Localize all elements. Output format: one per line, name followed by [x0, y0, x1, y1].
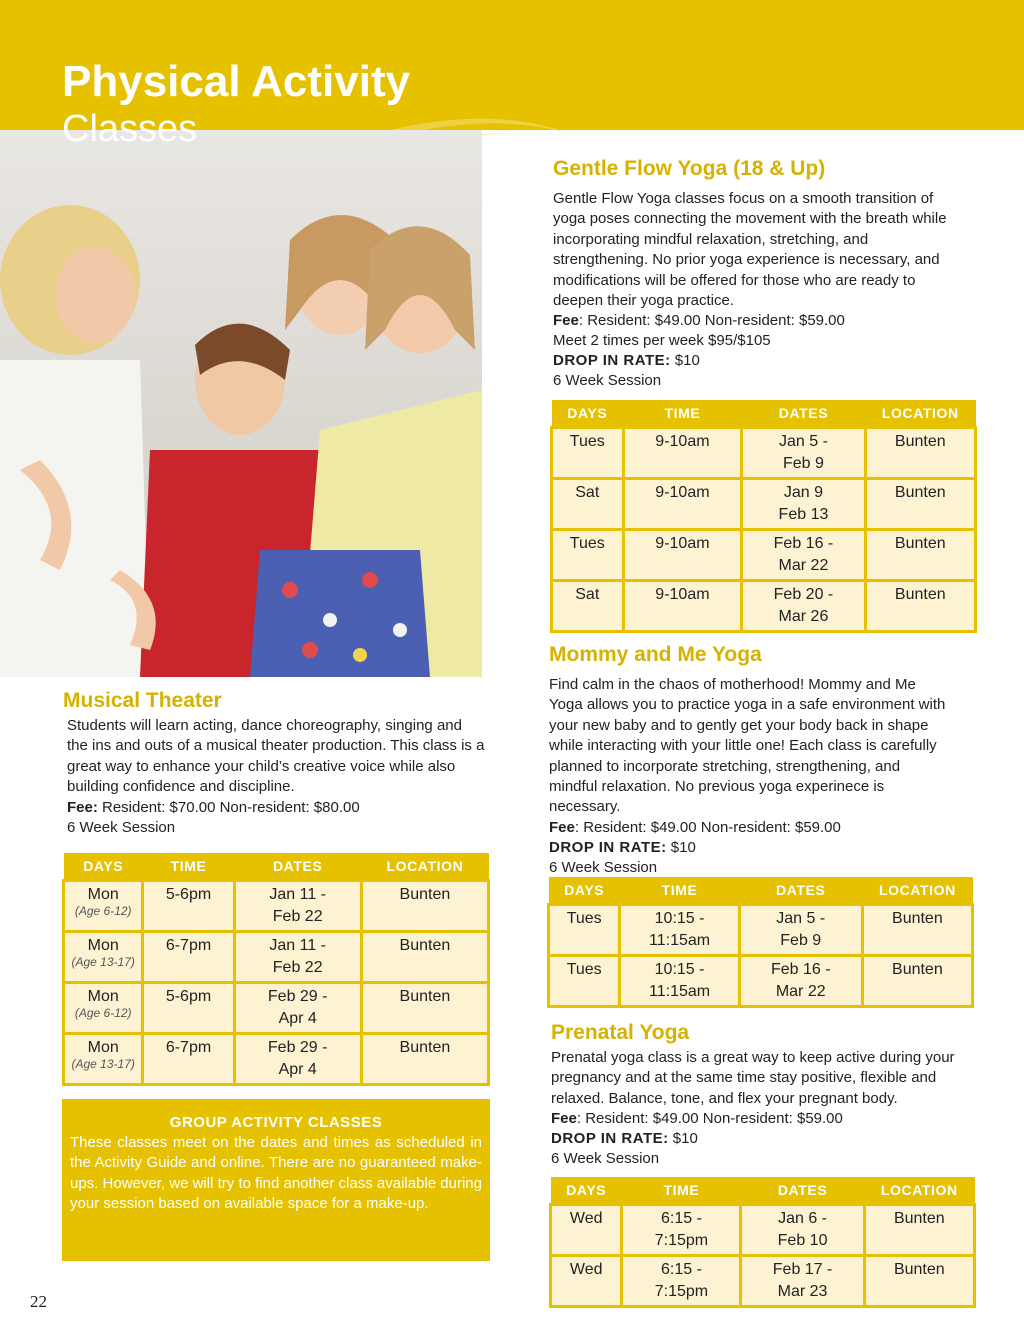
time-text: 10:15 - 11:15am	[649, 910, 711, 949]
cell-dates	[234, 932, 361, 983]
header-time: TIME	[623, 400, 742, 428]
age-range: (Age 13-17)	[71, 1057, 135, 1071]
table-row	[552, 428, 976, 479]
table-row	[549, 905, 973, 956]
cell-time	[620, 905, 739, 956]
cell-day: Tues	[549, 905, 620, 956]
cell-location: Bunten	[862, 956, 972, 1007]
cell-time: 6-7pm	[143, 1034, 234, 1085]
section-description: Gentle Flow Yoga classes focus on a smooth transition of yoga poses connecting the movement with the breath while incorporating mindful relaxation, stretching, and strengthening. No prior yoga experience is necessary, and modifications will be offered for those who are ready to deepen their yoga practice.	[553, 190, 947, 310]
table-row	[551, 1205, 975, 1256]
cell-location: Bunten	[865, 428, 975, 479]
section-title: Gentle Flow Yoga (18 & Up)	[553, 157, 826, 180]
cell-location: Bunten	[864, 1205, 974, 1256]
cell-time	[622, 1256, 741, 1307]
dates-text: Feb 20 - Mar 26	[773, 586, 834, 625]
group-activity-title: GROUP ACTIVITY CLASSES	[169, 1114, 383, 1131]
drop-value: $10	[670, 352, 700, 370]
cell-time: 9-10am	[623, 479, 742, 530]
cell-day: Sat	[552, 479, 624, 530]
cell-day	[64, 1034, 143, 1085]
prenatal-section	[551, 1021, 971, 1169]
session-line: 6 Week Session	[551, 1150, 660, 1168]
session-line: 6 Week Session	[67, 818, 176, 836]
dates-text: Jan 6 - Feb 10	[777, 1210, 828, 1249]
cell-time: 6-7pm	[143, 932, 234, 983]
drop-value: $10	[666, 838, 696, 856]
cell-dates	[741, 1256, 864, 1307]
cell-location: Bunten	[864, 1256, 974, 1307]
fee-value: : Resident: $49.00 Non-resident: $59.00	[574, 818, 841, 836]
cell-day: Tues	[552, 530, 624, 581]
gentle-flow-section	[553, 157, 973, 391]
dates-text: Jan 11 - Feb 22	[269, 937, 326, 976]
title-line-2: Classes	[62, 108, 198, 150]
fee-value: Resident: $70.00 Non-resident: $80.00	[97, 798, 360, 816]
cell-day	[64, 932, 143, 983]
dates-text: Jan 5 - Feb 9	[776, 910, 826, 949]
cell-location: Bunten	[361, 1034, 488, 1085]
table-row	[64, 881, 489, 932]
fee-label: Fee	[549, 818, 575, 836]
age-range: (Age 6-12)	[74, 904, 132, 918]
table-row	[552, 479, 976, 530]
cell-dates	[234, 983, 361, 1034]
cell-day: Tues	[549, 956, 620, 1007]
cell-day	[64, 881, 143, 932]
fee-value: : Resident: $49.00 Non-resident: $59.00	[578, 312, 845, 330]
meet-line: Meet 2 times per week $95/$105	[553, 332, 771, 350]
cell-day: Wed	[551, 1205, 622, 1256]
schedule-table	[62, 853, 490, 1086]
header-time: TIME	[143, 853, 234, 881]
cell-dates	[742, 581, 865, 632]
cell-day	[64, 983, 143, 1034]
drop-label: DROP IN RATE:	[551, 1130, 669, 1148]
table-row	[64, 932, 489, 983]
age-range: (Age 13-17)	[71, 955, 135, 969]
dates-text: Feb 29 - Apr 4	[267, 1039, 328, 1078]
children-dance-photo	[0, 130, 482, 677]
table-header-row	[64, 853, 489, 881]
header-location: LOCATION	[862, 877, 972, 905]
table-row	[552, 581, 976, 632]
mommy-me-section	[549, 643, 969, 878]
day-text: Mon	[87, 1039, 119, 1056]
cell-time: 9-10am	[623, 530, 742, 581]
table-row	[64, 1034, 489, 1085]
cell-dates	[234, 881, 361, 932]
prenatal-table-wrap	[549, 1177, 976, 1308]
header-days: DAYS	[549, 877, 620, 905]
dates-text: Feb 29 - Apr 4	[267, 988, 328, 1027]
cell-day: Sat	[552, 581, 624, 632]
time-text: 6:15 - 7:15pm	[654, 1210, 709, 1249]
dates-text: Jan 9 Feb 13	[778, 484, 829, 523]
cell-location: Bunten	[865, 581, 975, 632]
time-text: 10:15 - 11:15am	[649, 961, 711, 1000]
cell-location: Bunten	[361, 932, 488, 983]
fee-line	[549, 818, 969, 838]
day-text: Mon	[87, 937, 119, 954]
header-days: DAYS	[551, 1177, 622, 1205]
cell-location: Bunten	[865, 479, 975, 530]
dates-text: Jan 5 - Feb 9	[778, 433, 828, 472]
drop-label: DROP IN RATE:	[553, 352, 671, 370]
cell-location: Bunten	[862, 905, 972, 956]
section-title: Prenatal Yoga	[551, 1021, 690, 1044]
day-text: Mon	[87, 988, 119, 1005]
age-range: (Age 6-12)	[74, 1006, 132, 1020]
cell-location: Bunten	[361, 881, 488, 932]
header-days: DAYS	[64, 853, 143, 881]
drop-value: $10	[668, 1130, 698, 1148]
page-title	[62, 57, 411, 150]
cell-time: 9-10am	[623, 581, 742, 632]
dates-text: Feb 16 - Mar 22	[770, 961, 831, 1000]
cell-day: Tues	[552, 428, 624, 479]
drop-in-line	[551, 1129, 971, 1149]
table-header-row	[549, 877, 973, 905]
header-location: LOCATION	[864, 1177, 974, 1205]
cell-dates	[742, 428, 865, 479]
gentle-flow-table-wrap	[550, 400, 977, 633]
section-description: Find calm in the chaos of motherhood! Mommy and Me Yoga allows you to practice yoga in a safe environment with your new baby and to gently get your body back in shape while interacting with your little one! Each class is carefully planned to incorporate stretching, strengthening, and mindful relaxation. No previous yoga experinece is necessary.	[549, 676, 946, 816]
schedule-table	[549, 1177, 976, 1308]
fee-value: : Resident: $49.00 Non-resident: $59.00	[576, 1110, 843, 1128]
fee-line	[551, 1109, 971, 1129]
table-row	[552, 530, 976, 581]
schedule-table	[550, 400, 977, 633]
section-title: Musical Theater	[63, 689, 222, 712]
table-row	[64, 983, 489, 1034]
musical-theater-section	[63, 689, 488, 838]
header-days: DAYS	[552, 400, 624, 428]
schedule-table	[547, 877, 974, 1008]
session-line: 6 Week Session	[549, 858, 658, 876]
cell-location: Bunten	[865, 530, 975, 581]
table-header-row	[551, 1177, 975, 1205]
dates-text: Feb 17 - Mar 23	[772, 1261, 833, 1300]
cell-dates	[234, 1034, 361, 1085]
day-text: Mon	[87, 886, 119, 903]
cell-dates	[739, 956, 862, 1007]
group-activity-body: These classes meet on the dates and times as scheduled in the Activity Guide and online. There are no guaranteed make-ups. However, we will try to find another class available during your session based on available space for a make-up.	[70, 1134, 482, 1213]
group-activity-box	[62, 1099, 490, 1261]
fee-label: Fee	[553, 312, 579, 330]
header-dates: DATES	[739, 877, 862, 905]
mommy-me-table-wrap	[547, 877, 974, 1008]
time-text: 6:15 - 7:15pm	[654, 1261, 709, 1300]
header-location: LOCATION	[865, 400, 975, 428]
fee-line	[63, 798, 488, 818]
fee-line	[553, 311, 973, 331]
table-row	[551, 1256, 975, 1307]
section-description: Prenatal yoga class is a great way to keep active during your pregnancy and at the same time stay positive, flexible and relaxed. Balance, tone, and flex your pregnant body.	[551, 1049, 955, 1107]
header-time: TIME	[620, 877, 739, 905]
drop-label: DROP IN RATE:	[549, 838, 667, 856]
cell-time	[622, 1205, 741, 1256]
cell-dates	[741, 1205, 864, 1256]
section-description: Students will learn acting, dance choreography, singing and the ins and outs of a musical theater production. This class is a great way to enhance your child’s creative voice while also building confidence and discipline.	[67, 717, 485, 796]
table-header-row	[552, 400, 976, 428]
cell-dates	[739, 905, 862, 956]
cell-day: Wed	[551, 1256, 622, 1307]
cell-time: 5-6pm	[143, 983, 234, 1034]
header-dates: DATES	[741, 1177, 864, 1205]
page-number: 22	[30, 1292, 47, 1311]
header-dates: DATES	[234, 853, 361, 881]
session-line: 6 Week Session	[553, 372, 662, 390]
header-location: LOCATION	[361, 853, 488, 881]
drop-in-line	[549, 838, 969, 858]
table-row	[549, 956, 973, 1007]
cell-location: Bunten	[361, 983, 488, 1034]
drop-in-line	[553, 351, 973, 371]
musical-theater-table-wrap	[62, 853, 490, 1086]
header-time: TIME	[622, 1177, 741, 1205]
cell-time: 9-10am	[623, 428, 742, 479]
header-dates: DATES	[742, 400, 865, 428]
cell-dates	[742, 530, 865, 581]
section-title: Mommy and Me Yoga	[549, 643, 762, 666]
cell-time	[620, 956, 739, 1007]
dates-text: Feb 16 - Mar 22	[773, 535, 834, 574]
fee-label: Fee:	[67, 798, 98, 816]
cell-dates	[742, 479, 865, 530]
title-line-1: Physical Activity	[62, 57, 411, 106]
dates-text: Jan 11 - Feb 22	[269, 886, 326, 925]
fee-label: Fee	[551, 1110, 577, 1128]
cell-time: 5-6pm	[143, 881, 234, 932]
